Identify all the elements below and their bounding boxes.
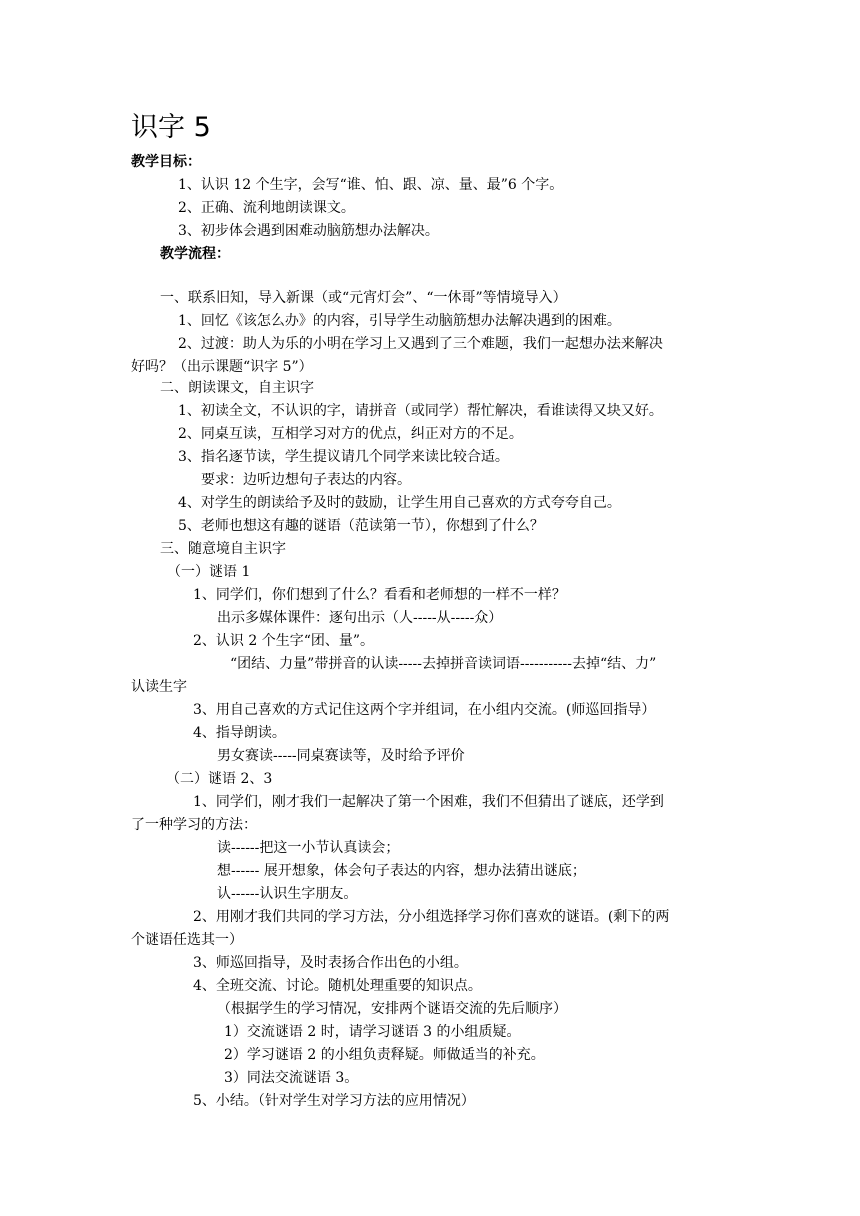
text-line: （一）谜语 1 <box>167 564 251 580</box>
text-line: 3、指名逐节读，学生提议请几个同学来读比较合适。 <box>178 449 509 465</box>
text-line: 2、认识 2 个生字“团、量”。 <box>193 633 375 649</box>
section-heading: 教学流程： <box>160 246 230 262</box>
text-line: 1、回忆《该怎么办》的内容，引导学生动脑筋想办法解决遇到的困难。 <box>178 313 621 329</box>
text-line: 想------ 展开想象，体会句子表达的内容，想办法猜出谜底； <box>217 863 586 879</box>
text-line: 1、初读全文，不认识的字，请拼音（或同学）帮忙解决，看谁读得又块又好。 <box>178 403 663 419</box>
text-line: 读------把这一小节认真读会； <box>217 840 400 856</box>
text-line: 3、师巡回指导，及时表扬合作出色的小组。 <box>193 955 468 971</box>
text-line: 一、联系旧知，导入新课（或“元宵灯会”、“一休哥”等情境导入） <box>160 290 567 306</box>
text-line: 4、全班交流、讨论。随机处理重要的知识点。 <box>193 978 482 994</box>
text-line: 2、正确、流利地朗读课文。 <box>178 200 355 216</box>
text-line: 2、同桌互读，互相学习对方的优点，纠正对方的不足。 <box>178 426 523 442</box>
section-heading: 教学目标： <box>131 154 201 170</box>
document-title: 识字 5 <box>131 112 211 143</box>
text-line: （二）谜语 2、3 <box>166 771 273 787</box>
text-line: 4、指导朗读。 <box>193 725 286 741</box>
text-line: “团结、力量”带拼音的认读-----去掉拼音读词语-----------去掉“结、力” <box>230 656 657 672</box>
text-line: 出示多媒体课件：逐句出示（人-----从-----众） <box>217 610 503 626</box>
text-line: 3）同法交流谜语 3。 <box>224 1070 359 1086</box>
text-line: （根据学生的学习情况，安排两个谜语交流的先后顺序） <box>217 1001 567 1017</box>
text-line: 好吗？（出示课题“识字 5”） <box>131 359 313 375</box>
text-line: 1、同学们，刚才我们一起解决了第一个困难，我们不但猜出了谜底，还学到 <box>193 794 664 810</box>
text-line: 认------认识生字朋友。 <box>217 886 358 902</box>
text-line: 1）交流谜语 2 时，请学习谜语 3 的小组质疑。 <box>224 1024 521 1040</box>
text-line: 了一种学习的方法： <box>131 817 257 833</box>
text-line: 二、朗读课文，自主识字 <box>160 380 314 396</box>
text-line: 4、对学生的朗读给予及时的鼓励，让学生用自己喜欢的方式夸夸自己。 <box>178 495 621 511</box>
text-line: 3、初步体会遇到困难动脑筋想办法解决。 <box>178 223 439 239</box>
text-line: 5、老师也想这有趣的谜语（范读第一节），你想到了什么？ <box>178 518 544 534</box>
text-line: 1、认识 12 个生字，会写“谁、怕、跟、凉、量、最”6 个字。 <box>178 177 564 193</box>
text-line: 2）学习谜语 2 的小组负责释疑。师做适当的补充。 <box>224 1047 545 1063</box>
text-line: 1、同学们，你们想到了什么？看看和老师想的一样不一样？ <box>193 587 566 603</box>
text-line: 2、过渡：助人为乐的小明在学习上又遇到了三个难题，我们一起想办法来解决 <box>178 336 663 352</box>
text-line: 3、用自己喜欢的方式记住这两个字并组词，在小组内交流。(师巡回指导） <box>193 702 656 718</box>
text-line: 5、小结。（针对学生对学习方法的应用情况） <box>193 1093 475 1109</box>
text-line: 2、用刚才我们共同的学习方法，分小组选择学习你们喜欢的谜语。(剩下的两 <box>193 909 670 925</box>
text-line: 三、随意境自主识字 <box>160 541 286 557</box>
text-line: 要求：边听边想句子表达的内容。 <box>201 472 411 488</box>
text-line: 男女赛读-----同桌赛读等，及时给予评价 <box>217 748 465 764</box>
text-line: 个谜语任选其一） <box>131 932 243 948</box>
text-line: 认读生字 <box>131 679 187 695</box>
